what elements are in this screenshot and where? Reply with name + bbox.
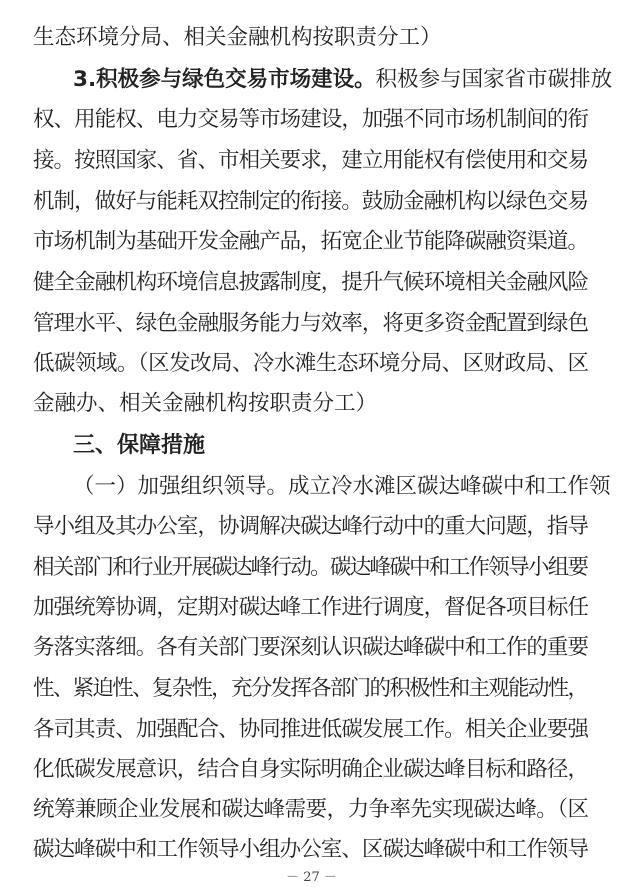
text-line-content [33, 669, 587, 709]
text-segment: 性、紧迫性、复杂性，充分发挥各部门的积极性和主观能动性， [33, 676, 588, 701]
text-line-content [33, 830, 588, 870]
text-line-content [33, 304, 588, 344]
text-segment: 相关部门和行业开展碳达峰行动。碳达峰碳中和工作领导小组要 [33, 555, 588, 580]
text-line-content [33, 263, 588, 303]
text-segment: 统筹兼顾企业发展和碳达峰需要，力争率先实现碳达峰。（区 [33, 797, 589, 822]
text-line-content [33, 628, 588, 668]
text-segment: 化低碳发展意识，结合自身实际明确企业碳达峰目标和路径， [33, 757, 589, 782]
text-line-content [33, 588, 588, 628]
page-number: － 27 － [286, 870, 337, 885]
text-line-content [33, 141, 588, 181]
text-line-content [73, 60, 612, 100]
bold-lead-phrase: 3.积极参与绿色交易市场建设。 [73, 67, 376, 92]
text-line-content [33, 710, 588, 750]
text-line-content [33, 222, 588, 262]
text-segment: 导小组及其办公室，协调解决碳达峰行动中的重大问题，指导 [33, 514, 589, 539]
text-line-content [33, 790, 588, 830]
text-line-content [73, 426, 205, 466]
text-line [33, 507, 623, 547]
text-segment: 积极参与国家省市碳排放 [375, 67, 613, 92]
text-line [33, 830, 623, 870]
text-line [33, 710, 623, 750]
text-line [33, 141, 623, 181]
text-line-content [33, 100, 588, 140]
text-line [33, 628, 623, 668]
text-line [33, 263, 623, 303]
text-line [33, 750, 623, 790]
text-segment: 碳达峰碳中和工作领导小组办公室、区碳达峰碳中和工作领导 [33, 837, 589, 862]
text-segment: 金融办、相关金融机构按职责分工） [33, 391, 378, 416]
text-line [33, 790, 623, 830]
text-line [33, 548, 623, 588]
text-segment: 加强统筹协调，定期对碳达峰工作进行调度，督促各项目标任 [33, 595, 589, 620]
text-line [33, 384, 623, 424]
text-segment: 低碳领域。（区发改局、冷水滩生态环境分局、区财政局、区 [33, 351, 589, 376]
section-heading: 三、保障措施 [73, 433, 206, 458]
text-line [33, 222, 623, 262]
text-line [33, 344, 623, 384]
text-line-content [33, 507, 588, 547]
text-segment: 管理水平、绿色金融服务能力与效率，将更多资金配置到绿色 [33, 311, 589, 336]
text-line [33, 304, 623, 344]
text-segment: 机制，做好与能耗双控制定的衔接。鼓励金融机构以绿色交易 [33, 189, 589, 214]
text-line [33, 100, 623, 140]
text-line [73, 467, 623, 507]
text-segment: 务落实落细。各有关部门要深刻认识碳达峰碳中和工作的重要 [33, 635, 589, 660]
text-segment: 各司其责、加强配合、协同推进低碳发展工作。相关企业要强 [33, 717, 589, 742]
text-segment: 生态环境分局、相关金融机构按职责分工） [33, 25, 442, 50]
text-line-content [33, 182, 588, 222]
text-segment: （一）加强组织领导。成立冷水滩区碳达峰碳中和工作领 [73, 474, 611, 499]
text-line-content [33, 344, 588, 384]
text-line-content [33, 548, 587, 588]
text-segment: 市场机制为基础开发金融产品，拓宽企业节能降碳融资渠道。 [33, 229, 589, 254]
text-line [73, 60, 623, 100]
text-segment: 权、用能权、电力交易等市场建设，加强不同市场机制间的衔 [33, 107, 589, 132]
text-line [33, 588, 623, 628]
text-segment: 健全金融机构环境信息披露制度，提升气候环境相关金融风险 [33, 270, 589, 295]
text-line [33, 669, 623, 709]
text-line [73, 426, 623, 466]
text-line-content [33, 750, 588, 790]
text-line [33, 182, 623, 222]
text-line-content [73, 467, 611, 507]
text-line-content [33, 384, 377, 424]
text-line-content [33, 18, 442, 58]
text-segment: 接。按照国家、省、市相关要求，建立用能权有偿使用和交易 [33, 148, 589, 173]
text-line [33, 18, 623, 58]
